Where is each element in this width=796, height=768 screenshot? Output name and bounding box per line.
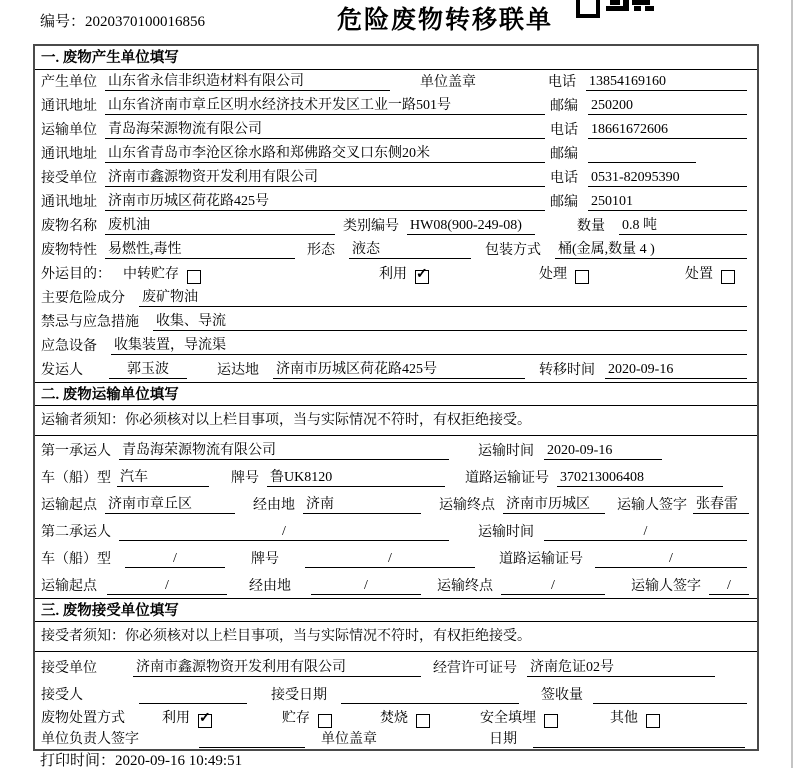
carrier1-value: 青岛海荣源物流有限公司 [119,439,449,460]
utilize-checkbox [415,270,429,284]
hazard-label: 主要危险成分 [41,291,125,306]
receiver-phone-label: 电话 [550,171,578,186]
accept-date-label: 接受日期 [271,688,327,703]
receiver-address-row [35,190,757,214]
section2-heading: 二. 废物运输单位填写 [35,382,757,406]
route1-via-label: 经由地 [253,498,295,513]
vehicle1-row [35,463,757,490]
transporter-address-row [35,142,757,166]
emergency-equipment-label: 应急设备 [41,339,97,354]
doc-number-label: 编号： [40,14,86,30]
vehicle1-label: 车（船）型 [41,471,111,486]
waste-quantity-value: 0.8 吨 [619,214,747,235]
destination-label: 运达地 [217,363,259,378]
license-label: 经营许可证号 [433,661,517,676]
transporter-value: 青岛海荣源物流有限公司 [105,118,545,139]
road-permit2-label: 道路运输证号 [499,552,583,567]
waste-form-value: 液态 [349,238,471,259]
producer-phone-label: 电话 [548,75,576,90]
carrier1-row [35,436,757,463]
disposal-option-label: 其他 [610,711,638,726]
producer-address-row [35,94,757,118]
accept-date-value [341,687,519,704]
producer-address-label: 通讯地址 [41,99,97,114]
license-value: 济南危证02号 [527,656,715,677]
print-time-label: 打印时间： [40,753,116,768]
route2-start-label: 运输起点 [41,579,97,594]
receiver-value: 济南市鑫源物资开发利用有限公司 [105,166,545,187]
dispose-checkbox [721,270,735,284]
transporter-phone-value: 18661672606 [588,122,747,139]
vehicle2-row [35,544,757,571]
waste-name-row [35,214,757,238]
transporter-zip-value [588,146,696,163]
packing-value: 桶(金属,数量 4 ) [555,238,747,259]
plate1-value: 鲁UK8120 [267,466,445,487]
disposal-option-label: 安全填埋 [480,711,536,726]
disposal-row [35,707,757,728]
accept-unit-label: 接受单位 [41,661,97,676]
acceptance-row [35,680,757,707]
unit-seal2-label: 单位盖章 [321,732,377,747]
carrier2-label: 第二承运人 [41,525,111,540]
road-permit1-value: 370213006408 [557,470,723,487]
receiver-zip-label: 邮编 [550,195,578,210]
carrier1-label: 第一承运人 [41,444,111,459]
purpose-option-label: 处置 [685,267,713,282]
qr-code-fragment [576,0,654,11]
receiver-phone-value: 0531-82095390 [588,170,747,187]
signed-amount-label: 签收量 [541,688,583,703]
doc-number [40,10,205,31]
waste-traits-value: 易燃性,毒性 [105,238,295,259]
destination-value: 济南市历城区荷花路425号 [273,358,525,379]
plate2-value: / [305,551,475,568]
route2-end-label: 运输终点 [437,579,493,594]
transporter-notice: 运输者须知：你必须核对以上栏目事项，当与实际情况不符时，有权拒绝接受。 [35,406,757,436]
route1-end-value: 济南市历城区 [503,493,605,514]
route2-start-value: / [107,578,227,595]
signed-amount-value [593,687,747,704]
seal-date-label: 日期 [489,732,517,747]
route1-via-value: 济南 [303,493,421,514]
purpose-option-label: 利用 [379,267,407,282]
disposal-landfill-checkbox [544,714,558,728]
plate2-label: 牌号 [251,552,279,567]
transporter-zip-label: 邮编 [550,147,578,162]
receiver-label: 接受单位 [41,171,97,186]
route2-sign-value: / [709,578,749,595]
accept-person-label: 接受人 [41,688,83,703]
carrier2-row [35,517,757,544]
hazard-value: 废矿物油 [139,286,747,307]
unit-seal-label: 单位盖章 [420,75,476,90]
producer-value: 山东省永信非织造材料有限公司 [105,70,390,91]
waste-category-value: HW08(900-249-08) [407,218,535,235]
doc-number-value: 2020370100016856 [85,14,206,30]
accept-unit-value: 济南市鑫源物资开发利用有限公司 [133,656,421,677]
receiver-notice: 接受者须知：你必须核对以上栏目事项，当与实际情况不符时，有权拒绝接受。 [35,622,757,652]
page-title: 危险废物转移联单 [336,7,554,34]
transfer-storage-checkbox [187,270,201,284]
route1-sign-label: 运输人签字 [617,498,687,513]
manifest-form [33,44,759,751]
transporter-address-label: 通讯地址 [41,147,97,162]
purpose-option-label: 处理 [539,267,567,282]
disposal-other-checkbox [646,714,660,728]
waste-name-label: 废物名称 [41,219,97,234]
signoff-row [35,728,757,749]
transport-time2-value: / [544,524,747,541]
transporter-phone-label: 电话 [550,123,578,138]
emergency-measures-value: 收集、导流 [153,310,747,331]
route2-via-label: 经由地 [249,579,291,594]
disposal-option-label: 利用 [162,711,190,726]
emergency-equipment-row [35,334,757,358]
route2-row [35,571,757,598]
waste-form-label: 形态 [307,243,335,258]
route1-start-value: 济南市章丘区 [105,493,235,514]
vehicle1-value: 汽车 [117,466,209,487]
route1-sign-value: 张春雷 [693,493,749,514]
section3-heading: 三. 废物接受单位填写 [35,598,757,622]
purpose-label: 外运目的： [41,267,111,282]
page-right-edge [791,0,793,768]
waste-category-label: 类别编号 [343,219,399,234]
receiver-row [35,166,757,190]
purpose-option-label: 中转贮存 [123,267,179,282]
vehicle2-label: 车（船）型 [41,552,111,567]
receiver-address-value: 济南市历城区荷花路425号 [105,190,545,211]
purpose-row [35,262,757,286]
route2-end-value: / [501,578,605,595]
producer-zip-value: 250200 [588,98,747,115]
plate1-label: 牌号 [231,471,259,486]
shipper-value: 郭玉波 [109,358,187,379]
route1-row [35,490,757,517]
emergency-measures-label: 禁忌与应急措施 [41,315,139,330]
disposal-utilize-checkbox [198,714,212,728]
shipper-label: 发运人 [41,363,83,378]
disposal-label: 废物处置方式 [41,711,125,726]
transporter-label: 运输单位 [41,123,97,138]
route1-end-label: 运输终点 [439,498,495,513]
carrier2-value: / [119,524,449,541]
receiver-zip-value: 250101 [588,194,747,211]
responsible-sign-label: 单位负责人签字 [41,732,139,747]
accept-person-value [139,687,247,704]
transfer-time-value: 2020-09-16 [605,362,747,379]
transport-time1-value: 2020-09-16 [544,443,662,460]
print-time-value: 2020-09-16 10:49:51 [115,753,243,768]
waste-traits-row [35,238,757,262]
route2-sign-label: 运输人签字 [631,579,701,594]
emergency-equipment-value: 收集装置，导流渠 [111,334,747,355]
disposal-incinerate-checkbox [416,714,430,728]
transporter-row [35,118,757,142]
disposal-storage-checkbox [318,714,332,728]
print-time [40,749,242,768]
emergency-measures-row [35,310,757,334]
hazard-row [35,286,757,310]
producer-phone-value: 13854169160 [586,74,747,91]
dispatch-row [35,358,757,382]
disposal-option-label: 焚烧 [380,711,408,726]
section1-heading: 一. 废物产生单位填写 [35,46,757,70]
treat-checkbox [575,270,589,284]
transfer-time-label: 转移时间 [539,363,595,378]
accept-unit-row [35,652,757,680]
producer-zip-label: 邮编 [550,99,578,114]
transport-time2-label: 运输时间 [478,525,534,540]
waste-traits-label: 废物特性 [41,243,97,258]
road-permit1-label: 道路运输证号 [465,471,549,486]
route2-via-value: / [311,578,421,595]
road-permit2-value: / [595,551,747,568]
waste-name-value: 废机油 [105,214,335,235]
seal-date-value [533,731,745,748]
packing-label: 包装方式 [485,243,541,258]
responsible-sign-value [199,731,305,748]
disposal-option-label: 贮存 [282,711,310,726]
waste-quantity-label: 数量 [577,219,605,234]
producer-label: 产生单位 [41,75,97,90]
producer-address-value: 山东省济南市章丘区明水经济技术开发区工业一路501号 [105,94,545,115]
transporter-address-value: 山东省青岛市李沧区徐水路和郑佛路交叉口东侧20米 [105,142,545,163]
receiver-address-label: 通讯地址 [41,195,97,210]
vehicle2-value: / [125,551,225,568]
transport-time1-label: 运输时间 [478,444,534,459]
route1-start-label: 运输起点 [41,498,97,513]
producer-row [35,70,757,94]
